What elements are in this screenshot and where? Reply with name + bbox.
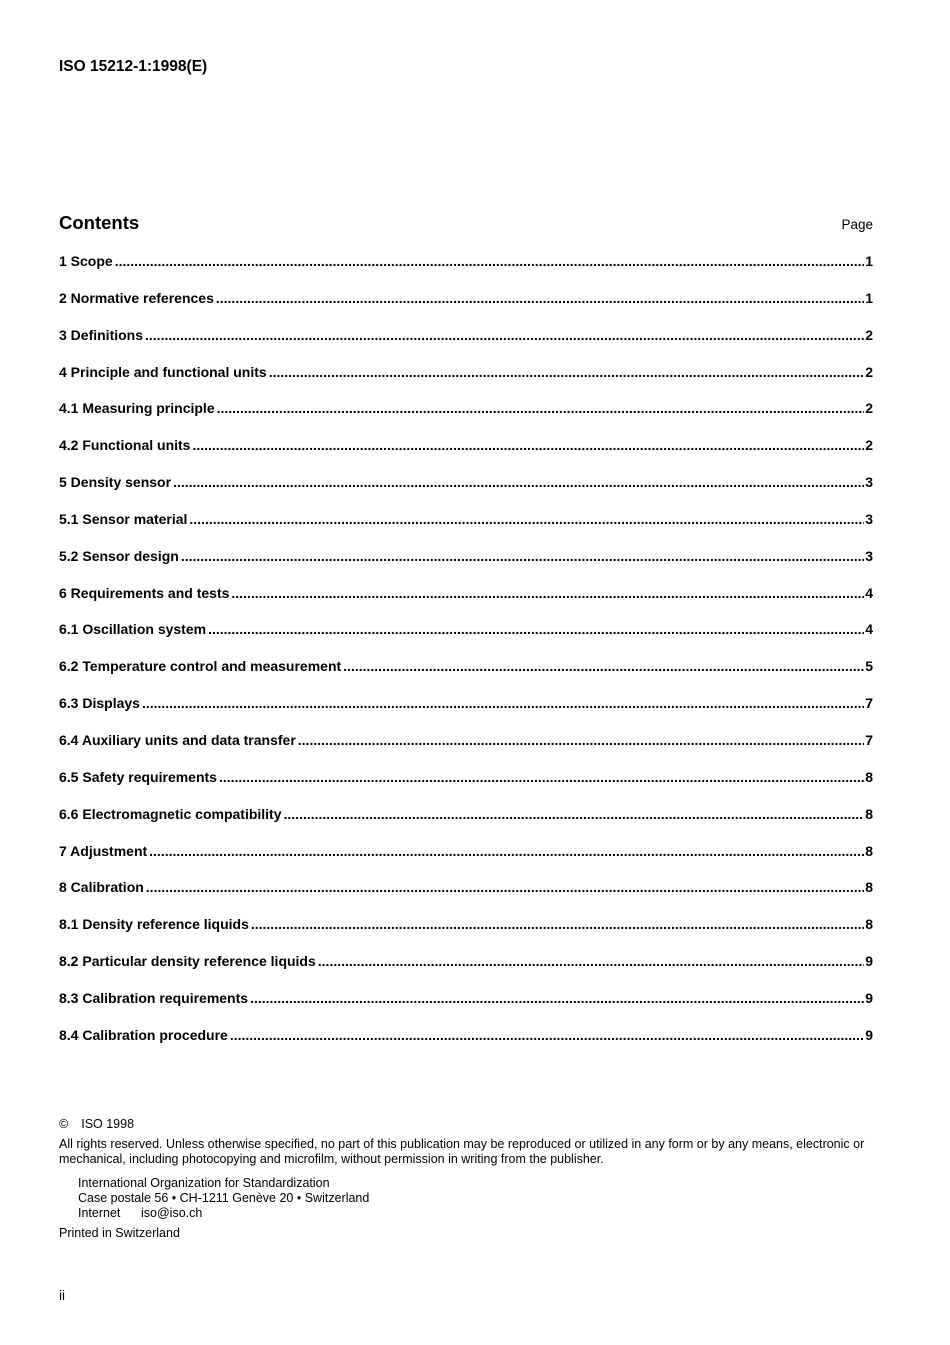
toc-dot-leader	[173, 474, 864, 490]
toc-entry-page: 3	[865, 547, 873, 564]
toc-dot-leader	[219, 769, 864, 785]
toc-entry[interactable]	[59, 474, 873, 511]
toc-dot-leader	[189, 511, 864, 527]
toc-entry[interactable]	[59, 732, 873, 769]
toc-entry-page: 9	[865, 953, 873, 970]
page-number: ii	[59, 1288, 65, 1303]
toc-entry-title: 5.1 Sensor material	[59, 510, 188, 527]
toc-dot-leader	[217, 400, 865, 416]
toc-entry-page: 7	[865, 731, 873, 748]
toc-entry[interactable]	[59, 327, 873, 364]
toc-entry[interactable]	[59, 990, 873, 1027]
toc-dot-leader	[269, 364, 865, 380]
internet-line	[78, 1206, 875, 1221]
toc-entry-title: 5 Density sensor	[59, 474, 172, 491]
toc-entry-page: 1	[865, 289, 873, 306]
toc-entry[interactable]	[59, 658, 873, 695]
toc-entry-page: 8	[865, 805, 873, 822]
toc-entry-title: 8 Calibration	[59, 879, 144, 896]
toc-entry-title: 8.2 Particular density reference liquids	[59, 953, 316, 970]
toc-entry-title: 7 Adjustment	[59, 842, 148, 859]
toc-dot-leader	[284, 806, 865, 822]
toc-entry-title: 4.1 Measuring principle	[59, 400, 215, 417]
toc-entry-page: 4	[865, 584, 873, 601]
toc-entry[interactable]	[59, 769, 873, 806]
toc-entry-page: 8	[865, 879, 873, 896]
toc-entry-title: 4 Principle and functional units	[59, 363, 267, 380]
copyright-symbol: ©	[59, 1117, 69, 1131]
toc-entry[interactable]	[59, 290, 873, 327]
toc-entry-page: 7	[865, 695, 873, 712]
toc-entry[interactable]	[59, 916, 873, 953]
toc-entry[interactable]	[59, 511, 873, 548]
toc-dot-leader	[208, 621, 864, 637]
internet-label: Internet	[78, 1206, 121, 1220]
toc-entry-title: 8.3 Calibration requirements	[59, 989, 249, 1006]
toc-entry-page: 2	[865, 400, 873, 417]
toc-dot-leader	[318, 953, 864, 969]
toc-entry-page: 4	[865, 621, 873, 638]
rights-statement: All rights reserved. Unless otherwise specified, no part of this publication may be reproduced or utilized in any form or by any means, electronic or mechanical, including photocopying and microfilm, without permission in writing from the publisher.	[59, 1137, 865, 1166]
toc-dot-leader	[298, 732, 864, 748]
toc-dot-leader	[149, 843, 864, 859]
toc-entry[interactable]	[59, 806, 873, 843]
table-of-contents	[59, 253, 873, 1064]
toc-dot-leader	[216, 290, 864, 306]
toc-entry[interactable]	[59, 400, 873, 437]
publisher-address	[59, 1176, 875, 1221]
toc-dot-leader	[142, 695, 864, 711]
toc-entry-title: 6.4 Auxiliary units and data transfer	[59, 731, 296, 748]
toc-entry-title: 1 Scope	[59, 253, 113, 269]
toc-entry-page: 8	[865, 768, 873, 785]
printed-in: Printed in Switzerland	[59, 1226, 180, 1240]
copyright-line	[59, 1117, 875, 1132]
contents-header	[59, 212, 873, 238]
document-id: ISO 15212-1:1998(E)	[59, 58, 208, 75]
toc-dot-leader	[192, 437, 864, 453]
toc-entry-page: 1	[865, 253, 873, 269]
toc-entry[interactable]	[59, 548, 873, 585]
toc-entry-title: 6.2 Temperature control and measurement	[59, 658, 342, 675]
toc-entry[interactable]	[59, 953, 873, 990]
toc-dot-leader	[146, 879, 864, 895]
email-link[interactable]: iso@iso.ch	[141, 1206, 203, 1220]
toc-entry[interactable]	[59, 253, 873, 290]
toc-entry-title: 6 Requirements and tests	[59, 584, 230, 601]
toc-entry-title: 8.4 Calibration procedure	[59, 1026, 228, 1043]
toc-entry-page: 5	[865, 658, 873, 675]
toc-entry-title: 4.2 Functional units	[59, 437, 191, 454]
toc-entry-title: 5.2 Sensor design	[59, 547, 179, 564]
toc-entry-page: 8	[865, 842, 873, 859]
toc-entry-title: 6.5 Safety requirements	[59, 768, 217, 785]
contents-title: Contents	[59, 212, 140, 233]
toc-dot-leader	[231, 585, 864, 601]
organization-name: International Organization for Standardization	[78, 1176, 330, 1190]
toc-entry-title: 6.3 Displays	[59, 695, 140, 712]
toc-entry[interactable]	[59, 843, 873, 880]
toc-entry[interactable]	[59, 695, 873, 732]
toc-entry-title: 6.6 Electromagnetic compatibility	[59, 805, 282, 822]
toc-entry[interactable]	[59, 585, 873, 622]
toc-entry-page: 3	[865, 474, 873, 491]
copyright-block	[59, 1117, 875, 1241]
toc-dot-leader	[115, 253, 865, 269]
page-column-label: Page	[841, 217, 873, 232]
toc-dot-leader	[145, 327, 864, 343]
postal-address: Case postale 56 • CH-1211 Genève 20 • Switzerland	[78, 1191, 370, 1205]
toc-entry-page: 9	[865, 989, 873, 1006]
toc-entry-title: 2 Normative references	[59, 289, 214, 306]
toc-dot-leader	[181, 548, 864, 564]
toc-entry[interactable]	[59, 879, 873, 916]
toc-dot-leader	[343, 658, 864, 674]
toc-entry-title: 6.1 Oscillation system	[59, 621, 207, 638]
copyright-notice: ISO 1998	[81, 1117, 135, 1131]
toc-entry[interactable]	[59, 621, 873, 658]
toc-dot-leader	[251, 916, 864, 932]
toc-entry-page: 2	[865, 437, 873, 454]
toc-dot-leader	[250, 990, 864, 1006]
toc-entry[interactable]	[59, 1027, 873, 1064]
toc-entry[interactable]	[59, 437, 873, 474]
toc-entry-title: 8.1 Density reference liquids	[59, 916, 249, 933]
toc-entry-page: 9	[865, 1026, 873, 1043]
toc-entry-page: 2	[865, 363, 873, 380]
toc-entry-page: 3	[865, 510, 873, 527]
toc-entry[interactable]	[59, 364, 873, 401]
toc-entry-title: 3 Definitions	[59, 326, 144, 343]
toc-dot-leader	[230, 1027, 864, 1043]
toc-entry-page: 2	[865, 326, 873, 343]
toc-entry-page: 8	[865, 916, 873, 933]
